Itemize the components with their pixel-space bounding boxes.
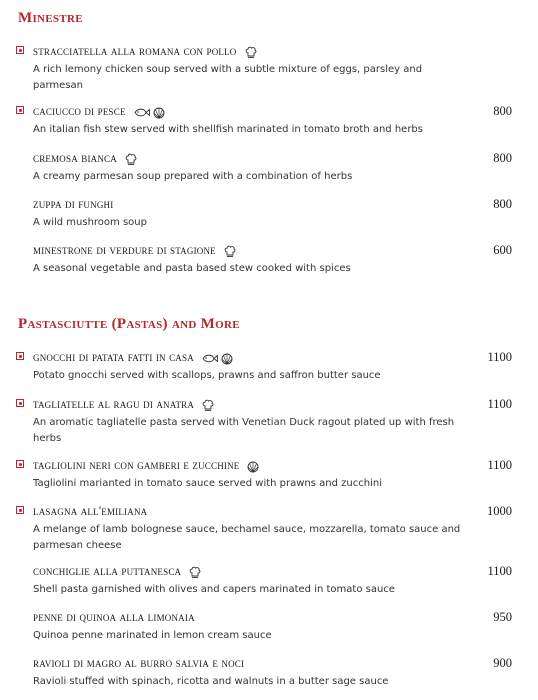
menu-item-price: 900 [493,656,512,670]
menu-item-description: Potato gnocchi served with scallops, prawns and saffron butter sauce [33,370,381,381]
menu-item-price: 800 [493,151,512,165]
shellfish-icon [221,351,236,365]
fish-icon [202,351,221,365]
menu-item-description: A melange of lamb bolognese sauce, bechamel sauce, mozzarella, tomato sauce and parmesan cheese [33,524,461,551]
menu-item-price: 1100 [487,397,512,411]
fish-icon [134,105,153,119]
menu-item-description: Quinoa penne marinated in lemon cream sauce [33,630,272,641]
menu-item-description: A wild mushroom soup [33,217,147,228]
menu-item-name: cremosa bianca [33,151,117,165]
menu-item-name: tagliolini neri con gamberi e zucchine [33,458,240,472]
menu-item-price: 950 [493,610,512,624]
menu-item-price: 1000 [487,504,512,518]
menu-item-description: An italian fish stew served with shellfish marinated in tomato broth and herbs [33,124,423,135]
chef-hat-icon [224,244,239,258]
non-veg-marker-icon [16,46,24,54]
non-veg-marker-icon [16,460,24,468]
menu-item-description: A seasonal vegetable and pasta based stew cooked with spices [33,263,351,274]
menu-item-description: Ravioli stuffed with spinach, ricotta and walnuts in a butter sage sauce [33,676,389,687]
chef-hat-icon [189,565,204,579]
menu-item-description: An aromatic tagliatelle pasta served with Venetian Duck ragout plated up with fresh herbs [33,417,455,444]
menu-item-name: gnocchi di patata fatti in casa [33,350,194,364]
chef-hat-icon [245,45,260,59]
chef-hat-icon [125,152,140,166]
non-veg-marker-icon [16,352,24,360]
menu-item-description: Shell pasta garnished with olives and capers marinated in tomato sauce [33,584,395,595]
menu-item-description: A rich lemony chicken soup served with a subtle mixture of eggs, parsley and parmesan [33,64,423,91]
section-title-minestre: Minestre [18,10,83,26]
menu-item-name: lasagna all'emiliana [33,504,148,518]
menu-item-price: 1100 [487,458,512,472]
menu-item-name: conchiglie alla puttanesca [33,564,182,578]
menu-item-price: 1100 [487,564,512,578]
menu-item-description: A creamy parmesan soup prepared with a combination of herbs [33,171,353,182]
menu-item-name: zuppa di funghi [33,197,114,211]
menu-item-price: 800 [493,197,512,211]
chef-hat-icon [202,398,217,412]
non-veg-marker-icon [16,399,24,407]
section-title-pastas: Pastasciutte (Pastas) and More [18,316,240,332]
menu-item-description: Tagliolini marianted in tomato sauce served with prawns and zucchini [33,478,382,489]
menu-item-price: 1100 [487,350,512,364]
menu-item-name: caciucco di pesce [33,104,126,118]
menu-item-name: minestrone di verdure di stagione [33,243,216,257]
menu-item-price: 600 [493,243,512,257]
menu-item-price: 800 [493,104,512,118]
menu-item-name: ravioli di magro al burro salvia e noci [33,656,245,670]
shellfish-icon [153,105,168,119]
shellfish-icon [247,459,262,473]
non-veg-marker-icon [16,106,24,114]
non-veg-marker-icon [16,506,24,514]
menu-item-name: tagliatelle al ragu di anatra [33,397,195,411]
menu-item-name: stracciatella alla romana con pollo [33,44,237,58]
menu-item-name: penne di quinoa alla limonaia [33,610,195,624]
